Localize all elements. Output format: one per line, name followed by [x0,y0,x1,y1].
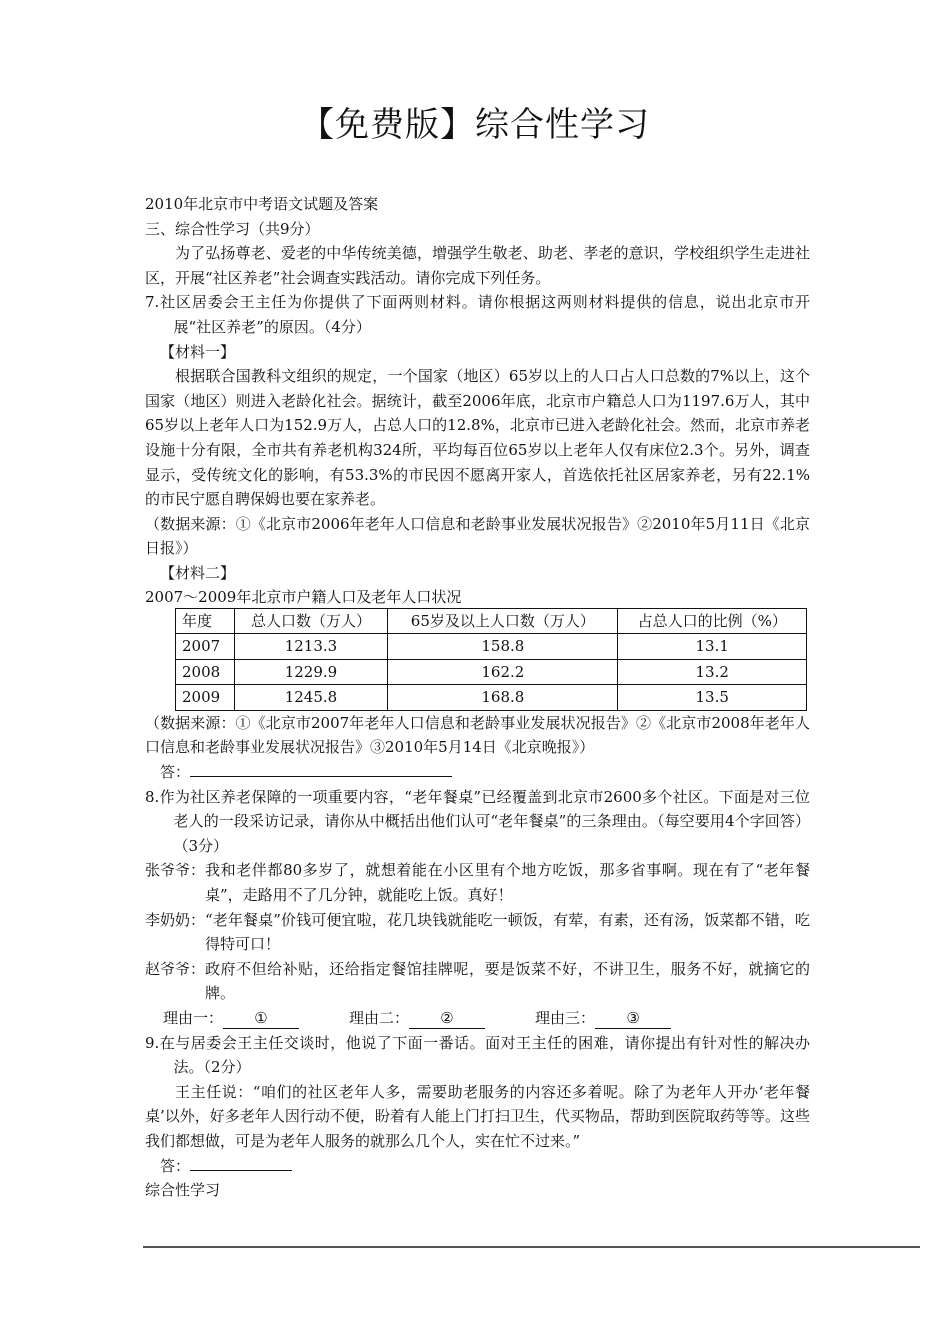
population-table [175,608,807,711]
page-title: 【免费版】综合性学习 [300,105,650,145]
table-cell: 1229.9 [234,659,388,685]
table-cell: 2009 [176,685,235,711]
speaker-quote: 我和老伴都80多岁了，就想着能在小区里有个地方吃饭，那多省事啊。现在有了“老年餐桌”，走路用不了几分钟，就能吃上饭。真好！ [205,861,810,905]
table-header-cell: 65岁及以上人口数（万人） [388,608,618,634]
speaker-quote: 政府不但给补贴，还给指定餐馆挂牌呢，要是饭菜不好，不讲卫生，服务不好，就摘它的牌。 [205,959,810,1003]
reason-3 [535,1006,671,1031]
speaker-name: 赵爷爷： [145,959,206,978]
material-2-label: 【材料二】 [160,563,236,582]
reason-label: 理由二： [349,1009,410,1027]
table-row [176,634,807,660]
answer-blank[interactable] [190,776,452,777]
document-body [145,192,810,1203]
director-quote: 王主任说：“咱们的社区老年人多，需要助老服务的内容还多着呢。除了为老年人开办‘老年餐桌’以外，好多老年人因行动不便，盼着有人能上门打扫卫生，代买物品，帮助到医院取药等等。这些我们都想做，可是为老年人服务的就那么几个人，实在忙不过来。” [145,1082,810,1150]
footer-divider [143,1246,920,1248]
table-cell: 168.8 [388,685,618,711]
table-cell: 158.8 [388,634,618,660]
speaker-quote: “老年餐桌”价钱可便宜啦，花几块钱就能吃一顿饭，有荤，有素，还有汤，饭菜都不错，吃得特可口！ [205,910,810,954]
material-1-text: 根据联合国教科文组织的规定，一个国家（地区）65岁以上的人口占人口总数的7%以上，这个国家（地区）则进入老龄化社会。据统计，截至2006年底，北京市户籍总人口为1197.6万人，其中65岁以上老年人口为152.9万人，占总人口的12.8%，北京市已进入老龄化社会。然而，北京市养老设施十分有限，全市共有养老机构324所，平均每百位65岁以上老年人仅有床位2.3个。另外，调查显示，受传统文化的影响，有53.3%的市民因不愿离开家人，首选依托社区居家养老，另有22.1%的市民宁愿自聘保姆也要在家养老。 [145,367,810,509]
answer-label: 答： [160,763,191,782]
table-header-row [176,608,807,634]
table-caption: 2007～2009年北京市户籍人口及老年人口状况 [145,587,462,606]
table-cell: 1213.3 [234,634,388,660]
answer-label: 答： [160,1156,191,1175]
footer-text: 综合性学习 [145,1181,221,1200]
interview-zhao [145,957,810,1006]
reason-1 [163,1006,299,1031]
table-row [176,659,807,685]
reason-blank[interactable]: ② [409,1008,485,1029]
speaker-name: 张爷爷： [145,861,206,880]
material-2-source: （数据来源：①《北京市2007年老年人口信息和老龄事业发展状况报告》②《北京市2008年老年人口信息和老龄事业发展状况报告》③2010年5月14日《北京晚报》） [145,713,810,757]
question-9-prompt: 9.在与居委会王主任交谈时，他说了下面一番话。面对王主任的困难，请你提出有针对性的解决办法。（2分） [145,1033,810,1077]
table-row [176,685,807,711]
table-cell: 162.2 [388,659,618,685]
table-cell: 1245.8 [234,685,388,711]
reasons-row [145,1006,810,1031]
table-cell: 2007 [176,634,235,660]
section-heading: 三、综合性学习（共9分） [145,219,320,238]
answer-blank[interactable] [190,1170,292,1171]
reason-label: 理由一： [163,1009,224,1027]
table-cell: 2008 [176,659,235,685]
material-1-source: （数据来源：①《北京市2006年老年人口信息和老龄事业发展状况报告》②2010年5月11日《北京日报》） [145,514,810,558]
table-cell: 13.2 [618,659,807,685]
speaker-name: 李奶奶： [145,910,206,929]
reason-2 [349,1006,485,1031]
intro-paragraph: 为了弘扬尊老、爱老的中华传统美德，增强学生敬老、助老、孝老的意识，学校组织学生走进社区，开展“社区养老”社会调查实践活动。请你完成下列任务。 [145,244,810,287]
table-header-cell: 总人口数（万人） [234,608,388,634]
table-cell: 13.1 [618,634,807,660]
interview-zhang [145,858,810,907]
question-7-answer [145,760,810,785]
interview-li [145,908,810,957]
table-header-cell: 年度 [176,608,235,634]
material-1-label: 【材料一】 [160,342,236,361]
source-line: 2010年北京市中考语文试题及答案 [145,195,379,213]
question-7-prompt: 7.社区居委会王主任为你提供了下面两则材料。请你根据这两则材料提供的信息，说出北京市开展“社区养老”的原因。（4分） [145,293,810,336]
table-header-cell: 占总人口的比例（%） [618,608,807,634]
question-9-answer [145,1154,810,1179]
reason-blank[interactable]: ③ [595,1008,671,1029]
reason-label: 理由三： [535,1009,596,1027]
question-8-prompt: 8.作为社区养老保障的一项重要内容，“老年餐桌”已经覆盖到北京市2600多个社区。下面是对三位老人的一段采访记录，请你从中概括出他们认可“老年餐桌”的三条理由。（每空要用4个字回答）（3分） [145,787,810,855]
table-cell: 13.5 [618,685,807,711]
reason-blank[interactable]: ① [223,1008,299,1029]
